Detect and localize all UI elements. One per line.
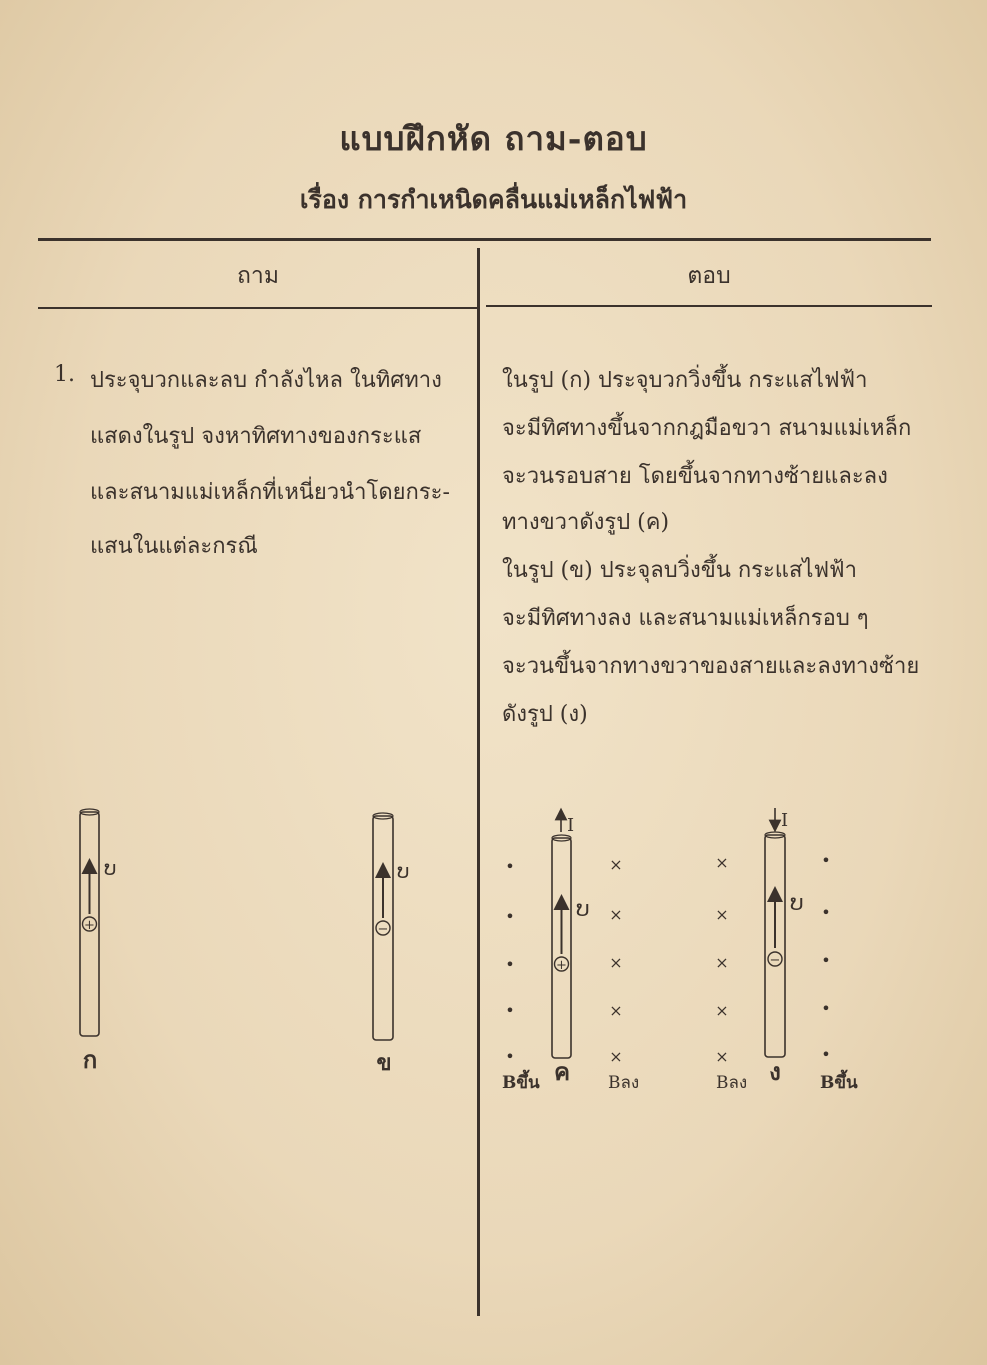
figure-d — [715, 808, 858, 1093]
figure-label: ค — [553, 1057, 571, 1086]
velocity-label: ບ — [790, 891, 804, 916]
field-cross-icon: × — [715, 853, 729, 872]
question-line: และสนามแม่เหล็กที่เหนี่ยวนำโดยกระ- — [90, 480, 450, 505]
question-line: แสดงในรูป จงหาทิศทางของกระแส — [90, 424, 422, 449]
field-dot-icon: • — [505, 1001, 515, 1020]
field-dot-icon: • — [821, 999, 831, 1018]
header-rule-right — [486, 305, 932, 307]
current-label: I — [567, 815, 575, 836]
field-cross-icon: × — [609, 905, 623, 924]
answer-line: ดังรูป (ง) — [502, 702, 588, 727]
field-direction-label: Bขึ้น — [502, 1073, 540, 1093]
field-cross-icon: × — [609, 1001, 623, 1020]
field-dot-icon: • — [821, 951, 831, 970]
field-cross-icon: × — [715, 1001, 729, 1020]
velocity-label: ບ — [104, 856, 117, 880]
figure-label: ง — [769, 1057, 781, 1086]
header-rule-left — [38, 307, 478, 309]
field-direction-label: Bลง — [716, 1073, 748, 1093]
question-column-header: ถาม — [236, 263, 279, 289]
field-cross-icon: × — [715, 905, 729, 924]
answer-line: ทางขวาดังรูป (ค) — [502, 510, 670, 535]
field-dot-icon: • — [821, 903, 831, 922]
charge-sign: + — [556, 958, 567, 973]
question-line: แสนในแต่ละกรณี — [90, 534, 258, 559]
field-dot-icon: • — [505, 1047, 515, 1066]
field-dot-icon: • — [505, 907, 515, 926]
page-title: แบบฝึกหัด ถาม-ตอบ — [339, 119, 648, 158]
page-subtitle: เรื่อง การกำเหนิดคลื่นแม่เหล็กไฟฟ้า — [299, 185, 688, 214]
current-label: I — [781, 810, 789, 831]
field-cross-icon: × — [715, 953, 729, 972]
field-cross-icon: × — [609, 855, 623, 874]
field-cross-icon: × — [609, 1047, 623, 1066]
figure-a — [80, 809, 117, 1074]
velocity-label: ບ — [576, 897, 590, 922]
answer-line: จะวนขึ้นจากทางขวาของสายและลงทางซ้าย — [502, 654, 920, 679]
figure-label: ข — [376, 1050, 392, 1076]
velocity-label: ບ — [397, 859, 410, 883]
answer-line: จะมีทิศทางขึ้นจากกฎมือขวา สนามแม่เหล็ก — [502, 416, 912, 441]
answer-column-header: ตอบ — [687, 263, 731, 289]
answer-line: ในรูป (ข) ประจุลบวิ่งขึ้น กระแสไฟฟ้า — [502, 558, 857, 583]
figure-c — [502, 814, 639, 1093]
field-cross-icon: × — [715, 1047, 729, 1066]
field-dot-icon: • — [821, 1045, 831, 1064]
field-dot-icon: • — [821, 851, 831, 870]
field-cross-icon: × — [609, 953, 623, 972]
charge-sign: − — [377, 922, 389, 937]
field-dot-icon: • — [505, 955, 515, 974]
charge-sign: + — [84, 918, 95, 933]
field-dot-icon: • — [505, 857, 515, 876]
answer-line: จะมีทิศทางลง และสนามแม่เหล็กรอบ ๆ — [502, 606, 869, 631]
figures-area — [0, 790, 987, 1110]
question-number: 1. — [54, 362, 75, 387]
question-line: ประจุบวกและลบ กำลังไหล ในทิศทาง — [90, 368, 442, 393]
charge-sign: − — [769, 953, 781, 968]
figure-label: ก — [82, 1045, 98, 1074]
figure-b — [373, 813, 410, 1076]
table-top-rule — [38, 238, 931, 241]
answer-line: ในรูป (ก) ประจุบวกวิ่งขึ้น กระแสไฟฟ้า — [502, 368, 868, 393]
field-direction-label: Bขึ้น — [820, 1073, 858, 1093]
column-divider — [477, 248, 480, 1316]
answer-line: จะวนรอบสาย โดยขึ้นจากทางซ้ายและลง — [502, 464, 888, 489]
field-direction-label: Bลง — [608, 1073, 640, 1093]
